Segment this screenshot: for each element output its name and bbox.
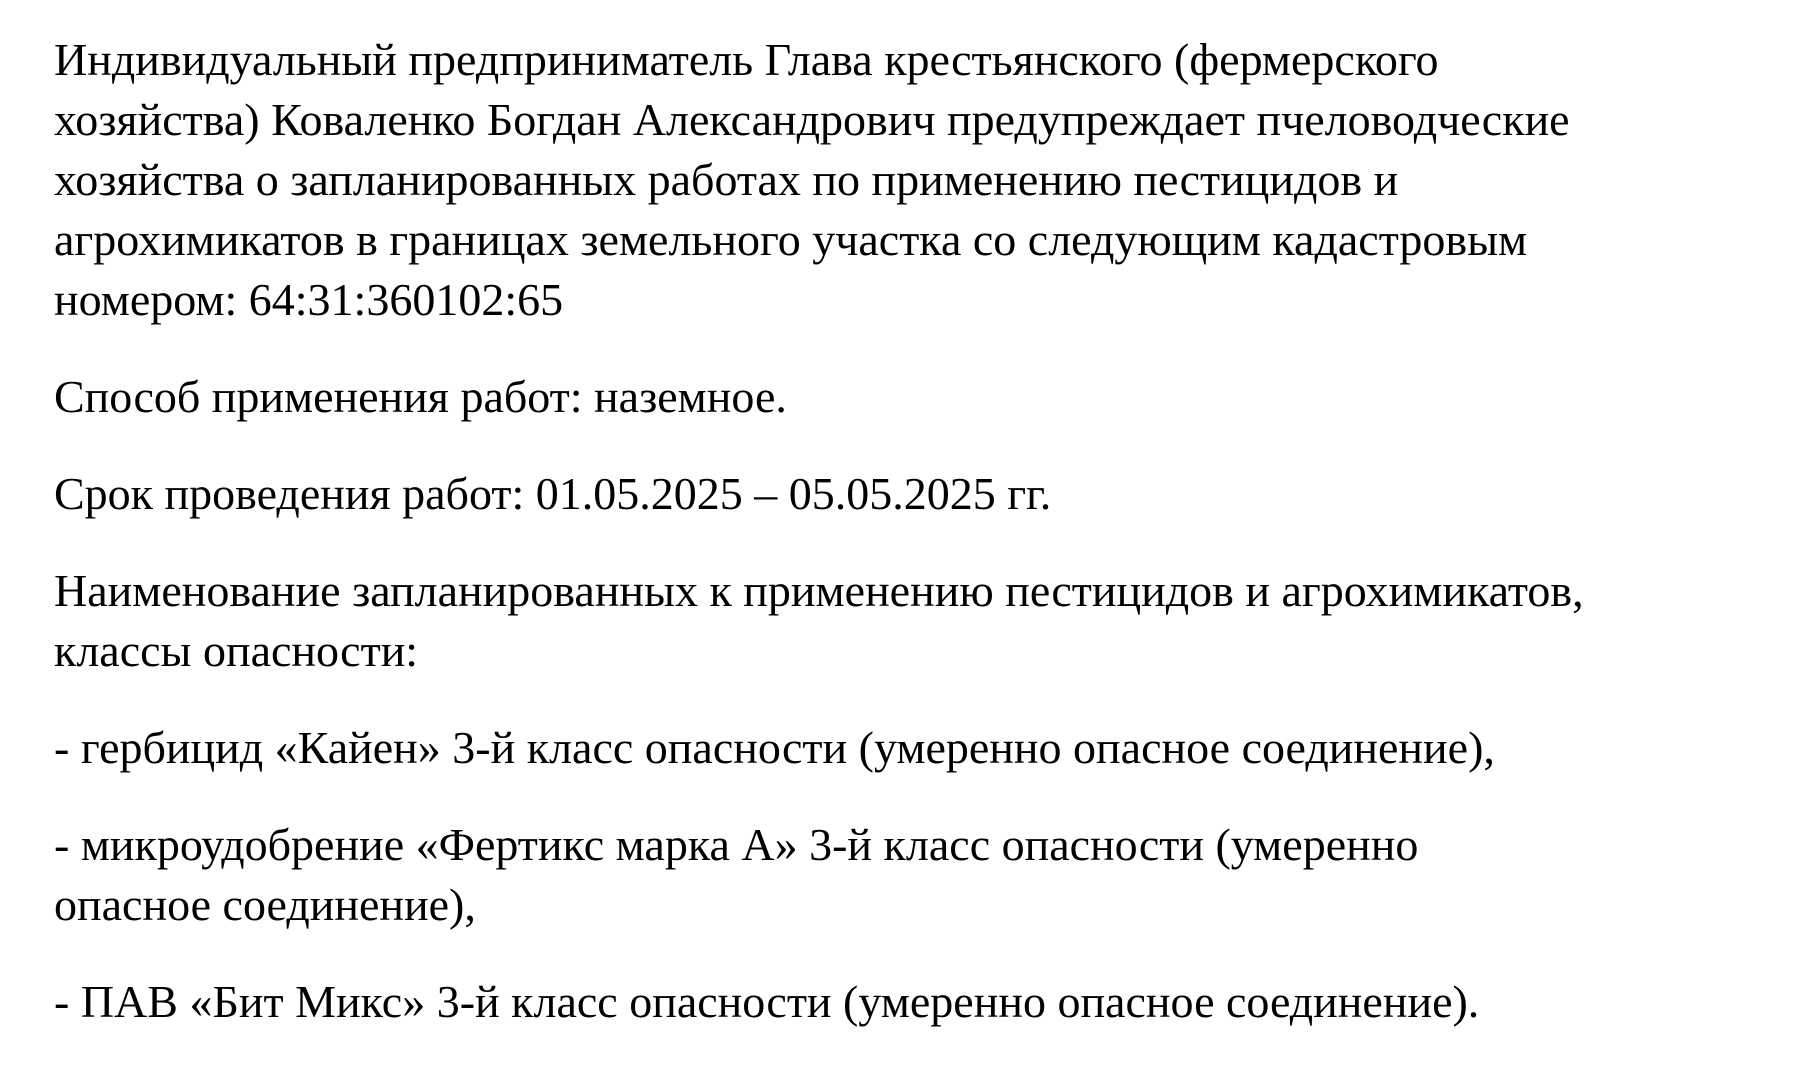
work-period: Срок проведения работ: 01.05.2025 – 05.05.2025 гг. bbox=[54, 468, 1052, 519]
chemical-item-microfertilizer bbox=[54, 815, 1794, 935]
chemicals-heading-line: Наименование запланированных к применению пестицидов и агрохимикатов, bbox=[54, 565, 1584, 616]
list-item: - ПАВ «Бит Микс» 3-й класс опасности (умеренно опасное соединение). bbox=[54, 976, 1480, 1027]
chemical-item-herbicide bbox=[54, 718, 1794, 778]
method-paragraph bbox=[54, 367, 1794, 427]
chemical-item-surfactant bbox=[54, 972, 1794, 1032]
chemicals-heading bbox=[54, 561, 1794, 681]
list-item-continuation: опасное соединение), bbox=[54, 879, 476, 930]
chemicals-heading-line: классы опасности: bbox=[54, 625, 419, 676]
notice-document bbox=[54, 30, 1794, 1069]
intro-line: Индивидуальный предприниматель Глава крестьянского (фермерского bbox=[54, 34, 1439, 85]
list-item: - гербицид «Кайен» 3-й класс опасности (умеренно опасное соединение), bbox=[54, 722, 1495, 773]
application-method: Способ применения работ: наземное. bbox=[54, 371, 787, 422]
intro-paragraph bbox=[54, 30, 1794, 330]
cadastral-number-line: номером: 64:31:360102:65 bbox=[54, 274, 564, 325]
list-item: - микроудобрение «Фертикс марка А» 3-й класс опасности (умеренно bbox=[54, 819, 1419, 870]
period-paragraph bbox=[54, 464, 1794, 524]
intro-line: хозяйства о запланированных работах по применению пестицидов и bbox=[54, 154, 1399, 205]
intro-line: агрохимикатов в границах земельного участка со следующим кадастровым bbox=[54, 214, 1528, 265]
intro-line: хозяйства) Коваленко Богдан Александрович предупреждает пчеловодческие bbox=[54, 94, 1570, 145]
